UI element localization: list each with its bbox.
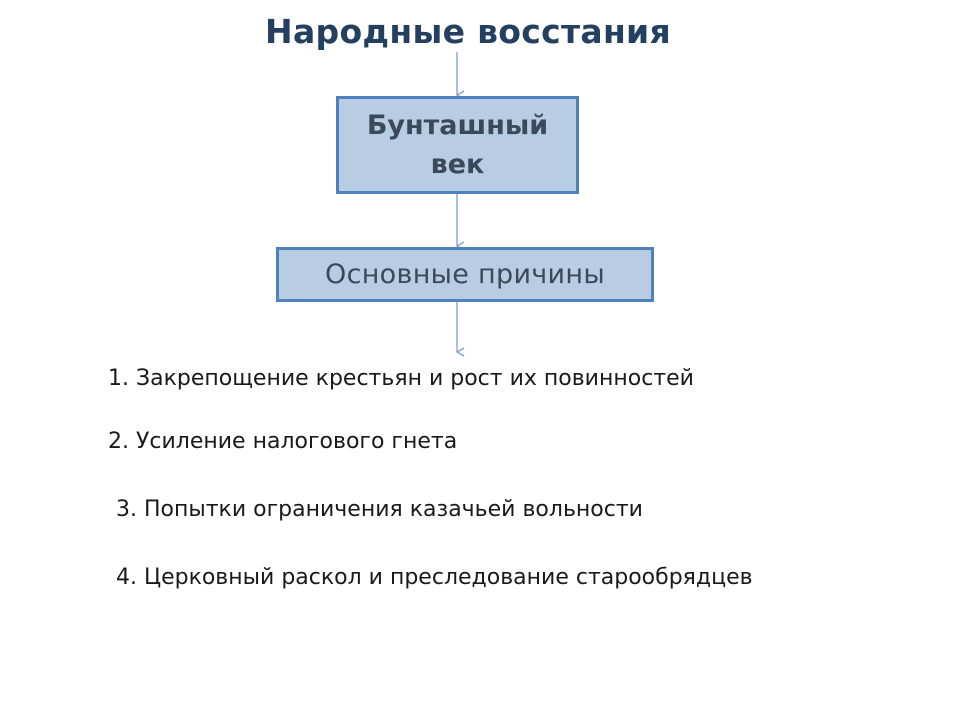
- node-main-causes: [276, 247, 654, 302]
- cause-item: 4. Церковный раскол и преследование старообрядцев: [116, 565, 753, 590]
- node-buntashny-vek: [336, 96, 579, 194]
- diagram-title: Народные восстания: [265, 12, 671, 51]
- cause-item: 3. Попытки ограничения казачьей вольности: [116, 497, 643, 522]
- cause-item: 2. Усиление налогового гнета: [108, 429, 458, 454]
- node-main-causes-label: Основные причины: [325, 259, 605, 290]
- cause-item: 1. Закрепощение крестьян и рост их повинностей: [108, 366, 694, 391]
- node-buntashny-vek-label: Бунташный век: [366, 109, 549, 180]
